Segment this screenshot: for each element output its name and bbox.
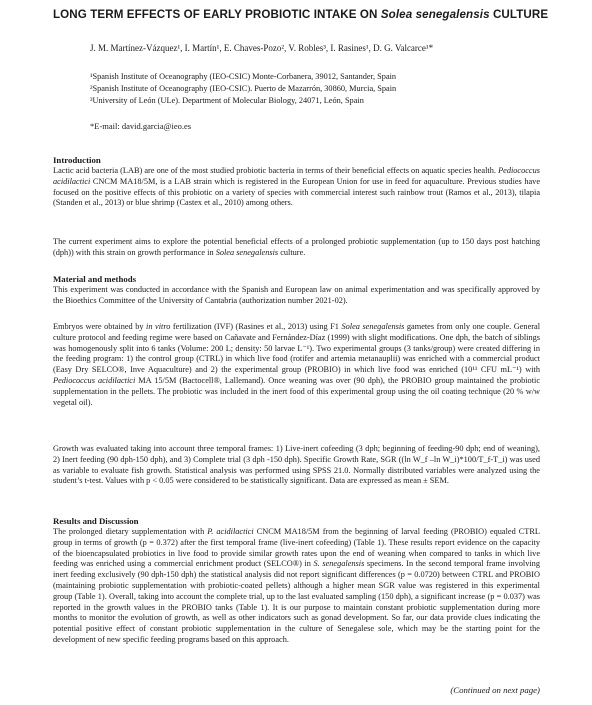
section-heading-methods: Material and methods [53, 274, 137, 284]
title-text: LONG TERM EFFECTS OF EARLY PROBIOTIC INTAKE ON [53, 8, 381, 21]
introduction-paragraph-2: The current experiment aims to explore the potential beneficial effects of a prolonged probiotic supplementation (up to 150 days post hatching (dph)) with this strain on growth performance in Solea senegalensis culture. [53, 237, 540, 257]
introduction-paragraph-1: Lactic acid bacteria (LAB) are one of the most studied probiotic bacteria in terms of their beneficial effects on aquatic species health. Pediococcus acidilactici CNCM MA18/5M, is a LAB strain which is registered in the European Union for use in feed for aquaculture. Previous studies have focused on the positive effects of this probiotic on a variety of species with commercial interest such rainbow trout (Ramos et al., 2013), tilapia (Standen et al., 2013) or blue shrimp (Castex et al., 2010) among others. [53, 166, 540, 208]
contact-email[interactable]: *E-mail: david.garcia@ieo.es [90, 121, 192, 131]
title-species: Solea senegalensis [380, 8, 490, 21]
results-paragraph-1: The prolonged dietary supplementation with P. acidilactici CNCM MA18/5M from the beginning of larval feeding (PROBIO) equaled CTRL group in terms of growth (p = 0.372) after the first temporal frame (live-inert cofeeding) (Table 1). These results report evidence on the capacity of the bioencapsulated probiotics in live food to provide similar growth rates upon the end of weaning when compared to tanks in which live feeding was enriched using a commercial enrichment product (SELCO®) in S. senegalensis specimens. In the second temporal frame involving inert feeding exclusively (90 dph-150 dph) the statistical analysis did not report significant differences (p = 0.0720) between CTRL and PROBIO (maintaining probiotic supplementation with probiotic-coated pellets) although a higher mean SGR value was registered in this experimental group (Table 1). Overall, taking into account the complete trial, up to the last evaluated sampling (150 dph), a significant increase (p = 0.037) was reported in the growth values in the PROBIO tanks (Table 1). It is our purpose to maintain constant probiotic supplementation during more months to monitor the evolution of growth, as well as other indicators such as gonad development. So far, our data provide clues indicating the potential positive effect of constant probiotic supplementation in the culture of Senegalese sole, which may be the starting point for the development of new specific feeding programs based on this approach. [53, 527, 540, 644]
affiliation-1: ¹Spanish Institute of Oceanography (IEO-CSIC) Monte-Corbanera, 39012, Santander, Spain [90, 72, 397, 81]
section-heading-results: Results and Discussion [53, 516, 139, 526]
author-list: J. M. Martínez-Vázquez¹, I. Martín¹, E. Chaves-Pozo², V. Robles³, I. Rasines¹, D. G. Valcarce¹* [90, 43, 434, 53]
paper-title [53, 8, 553, 21]
methods-paragraph-1: This experiment was conducted in accordance with the Spanish and European law on animal experimentation and was specifically approved by the Bioethics Committee of the University of Cantabria (authorization number 2021-02). [53, 285, 540, 305]
affiliation-3: ³University of León (ULe). Department of Molecular Biology, 24071, León, Spain [90, 96, 364, 105]
methods-paragraph-2: Embryos were obtained by in vitro fertilization (IVF) (Rasines et al., 2013) using F1 Solea senegalensis gametes from only one couple. General culture protocol and feeding regime were based on Cañavate and Fernández-Díaz (1999) with slight modifications. One dph, the batch of siblings was homogenously split into 6 tanks (Volume: 200 L; density: 50 larvae L⁻¹). Two experimental groups (3 tanks/group) were created differing in the feeding program: 1) the control group (CTRL) in which live food (rotifer and artemia metanauplii) was enriched with a commercial product (Easy Dry SELCO®, Inve Aquaculture) and 2) the experimental group (PROBIO) in which live food was enriched (10¹¹ CFU mL⁻¹) with Pediococcus acidilactici MA 15/5M (Bactocell®, Lallemand). Once weaning was over (90 dph), the PROBIO group maintained the probiotic supplementation in the pellets. The probiotic was included in the inert food of this experimental group using the oil coating technique (20 % w/w vegetal oil). [53, 322, 541, 407]
title-suffix: CULTURE [489, 8, 549, 21]
affiliation-2: ²Spanish Institute of Oceanography (IEO-CSIC). Puerto de Mazarrón, 30860, Murcia, Spain [90, 84, 397, 93]
continued-note: (Continued on next page) [450, 685, 540, 695]
section-heading-introduction: Introduction [53, 155, 101, 165]
methods-paragraph-3: Growth was evaluated taking into account three temporal frames: 1) Live-inert cofeeding (3 dph; beginning of feeding-90 dph; end of weaning), 2) Inert feeding (90 dph-150 dph), and 3) Complete trial (3 dph -150 dph). Specific Growth Rate, SGR ((ln W_f –ln W_i)*100/T_f-T_i) was used as variable to evaluate fish growth. Statistical analysis was performed using SPSS 21.0. Normally distributed variables were analyzed using the student’s t-test. Values with p < 0.05 were considered to be statistically significant. Data are expressed as mean ± SEM. [53, 444, 540, 486]
